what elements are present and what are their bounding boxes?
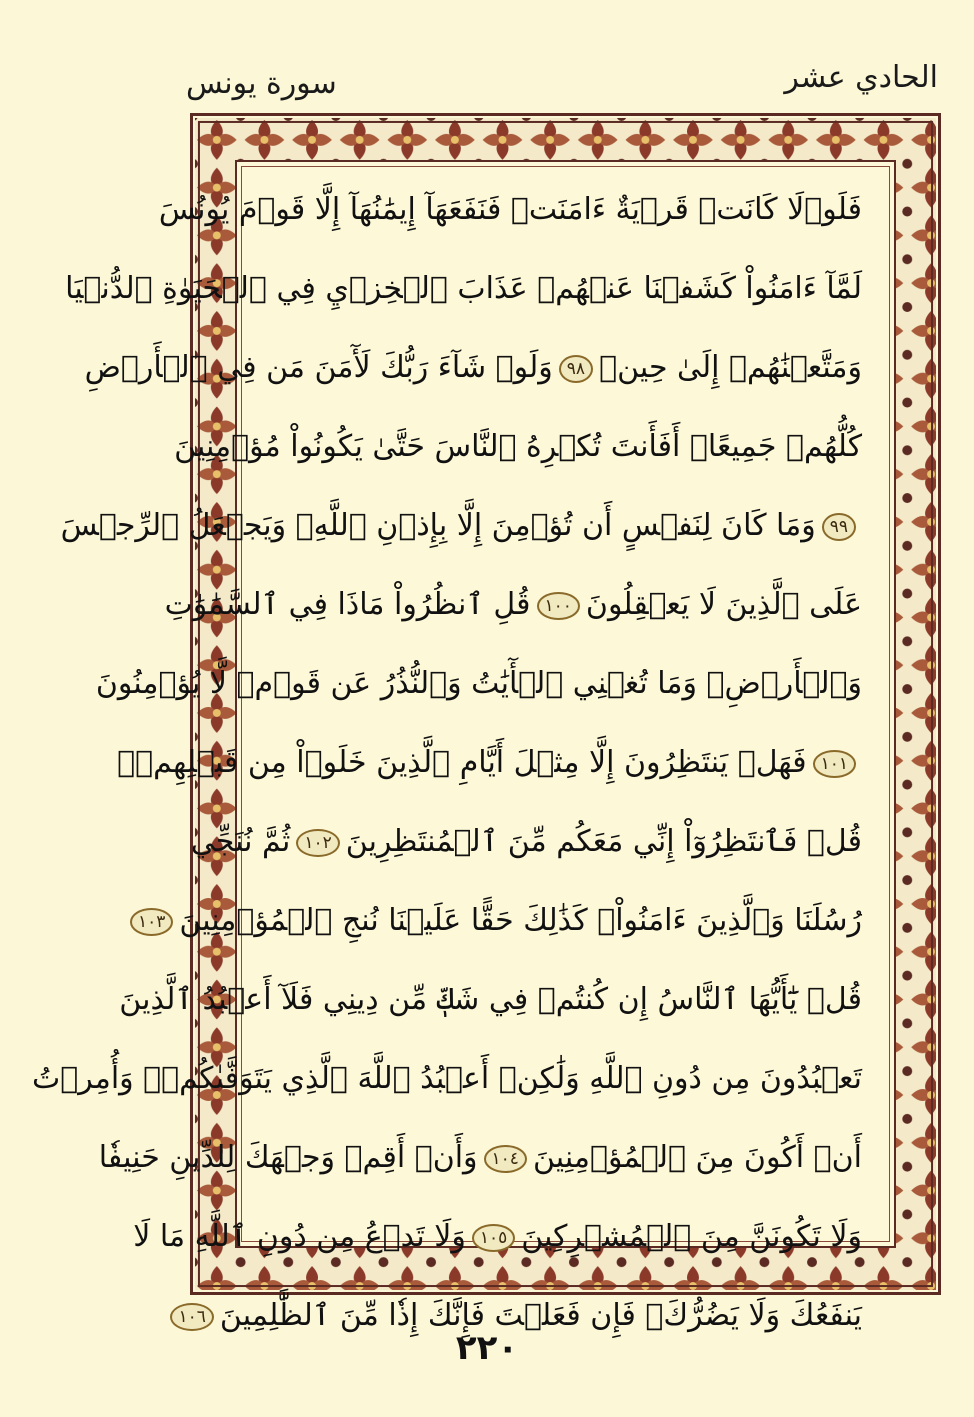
ayah-number-marker: ١٠٦ <box>170 1303 213 1331</box>
verse-text: لَمَّآ ءَامَنُواْ كَشَفۡنَا عَنۡهُمۡ عَذَابَ ٱلۡخِزۡيِ فِي ٱلۡحَيَوٰةِ ٱلدُّنۡيَا <box>65 271 862 306</box>
verse-line <box>65 249 862 328</box>
verse-text: وَأَنۡ أَقِمۡ وَجۡهَكَ لِلدِّينِ حَنِيفٗا <box>98 1140 478 1175</box>
verse-text: قُلۡ يَٰٓأَيُّهَا ٱلنَّاسُ إِن كُنتُمۡ فِي شَكّٖ مِّن دِينِي فَلَآ أَعۡبُدُ ٱلَّذِينَ <box>119 982 862 1017</box>
verse-text: فَلَوۡلَا كَانَتۡ قَرۡيَةٌ ءَامَنَتۡ فَنَفَعَهَآ إِيمَٰنُهَآ إِلَّا قَوۡمَ يُونُسَ <box>158 192 862 227</box>
verse-text: وَمَتَّعۡنَٰهُمۡ إِلَىٰ حِينٖ <box>599 350 862 385</box>
ayah-number-marker: ٩٨ <box>559 355 593 383</box>
verse-text: قُلِ ٱنظُرُواْ مَاذَا فِي ٱلسَّمَٰوَٰتِ <box>164 587 531 622</box>
verse-text: أَنۡ أَكُونَ مِنَ ٱلۡمُؤۡمِنِينَ <box>532 1140 862 1175</box>
ayah-number-marker: ١٠٥ <box>472 1224 515 1252</box>
verse-text: وَلَوۡ شَآءَ رَبُّكَ لَأٓمَنَ مَن فِي ٱلۡأَرۡضِ <box>84 350 553 385</box>
verse-text: كُلُّهُمۡ جَمِيعًاۚ أَفَأَنتَ تُكۡرِهُ ٱلنَّاسَ حَتَّىٰ يَكُونُواْ مُؤۡمِنِينَ <box>174 429 862 464</box>
juz-title: الحادي عشر <box>784 60 938 95</box>
ayah-number-marker: ١٠٢ <box>296 829 339 857</box>
text-panel <box>31 160 896 1333</box>
verse-lines <box>31 170 862 1333</box>
page-number: ٢٢٠ <box>455 1328 519 1368</box>
surah-title: سورة يونس <box>186 66 337 101</box>
verse-text: فَهَلۡ يَنتَظِرُونَ إِلَّا مِثۡلَ أَيَّامِ ٱلَّذِينَ خَلَوۡاْ مِن قَبۡلِهِمۡۚ <box>117 745 807 780</box>
verse-line <box>164 565 862 644</box>
verse-text: رُسُلَنَا وَٱلَّذِينَ ءَامَنُواْۚ كَذَٰلِكَ حَقًّا عَلَيۡنَا نُنجِ ٱلۡمُؤۡمِنِينَ <box>179 903 862 938</box>
verse-line <box>158 170 862 249</box>
verse-line <box>133 1197 862 1276</box>
verse-text: عَلَى ٱلَّذِينَ لَا يَعۡقِلُونَ <box>585 587 862 622</box>
verse-text: وَٱلۡأَرۡضِۚ وَمَا تُغۡنِي ٱلۡأٓيَٰتُ وَٱلنُّذُرُ عَن قَوۡمٖ لَّا يُؤۡمِنُونَ <box>95 666 862 701</box>
verse-line <box>60 486 862 565</box>
verse-line <box>84 328 862 407</box>
verse-line <box>174 407 862 486</box>
page-header <box>0 0 974 120</box>
verse-text: وَلَا تَكُونَنَّ مِنَ ٱلۡمُشۡرِكِينَ <box>521 1219 862 1254</box>
ayah-number-marker: ١٠٠ <box>537 592 580 620</box>
verse-line <box>117 723 862 802</box>
ayah-number-marker: ٩٩ <box>822 513 856 541</box>
verse-line <box>98 1118 862 1197</box>
verse-line <box>190 802 862 881</box>
verse-text: يَنفَعُكَ وَلَا يَضُرُّكَۖ فَإِن فَعَلۡتَ فَإِنَّكَ إِذٗا مِّنَ ٱلظَّٰلِمِينَ <box>219 1298 862 1333</box>
verse-line <box>137 881 862 960</box>
verse-text: تَعۡبُدُونَ مِن دُونِ ٱللَّهِ وَلَٰكِنۡ أَعۡبُدُ ٱللَّهَ ٱلَّذِي يَتَوَفَّىٰكُمۡۖ وَأُمِرۡتُ <box>31 1061 862 1096</box>
verse-line <box>31 1039 862 1118</box>
verse-line <box>95 644 862 723</box>
ayah-number-marker: ١٠٣ <box>130 908 173 936</box>
ayah-number-marker: ١٠٤ <box>484 1145 527 1173</box>
verse-text: ثُمَّ نُنَجِّي <box>190 824 291 859</box>
ornamental-frame <box>31 113 941 1333</box>
verse-line <box>119 960 862 1039</box>
verse-text: وَمَا كَانَ لِنَفۡسٍ أَن تُؤۡمِنَ إِلَّا بِإِذۡنِ ٱللَّهِۚ وَيَجۡعَلُ ٱلرِّجۡسَ <box>60 508 816 543</box>
verse-text: قُلۡ فَٱنتَظِرُوٓاْ إِنِّي مَعَكُم مِّنَ ٱلۡمُنتَظِرِينَ <box>345 824 862 859</box>
ayah-number-marker: ١٠١ <box>813 750 856 778</box>
verse-text: وَلَا تَدۡعُ مِن دُونِ ٱللَّهِ مَا لَا <box>133 1219 466 1254</box>
